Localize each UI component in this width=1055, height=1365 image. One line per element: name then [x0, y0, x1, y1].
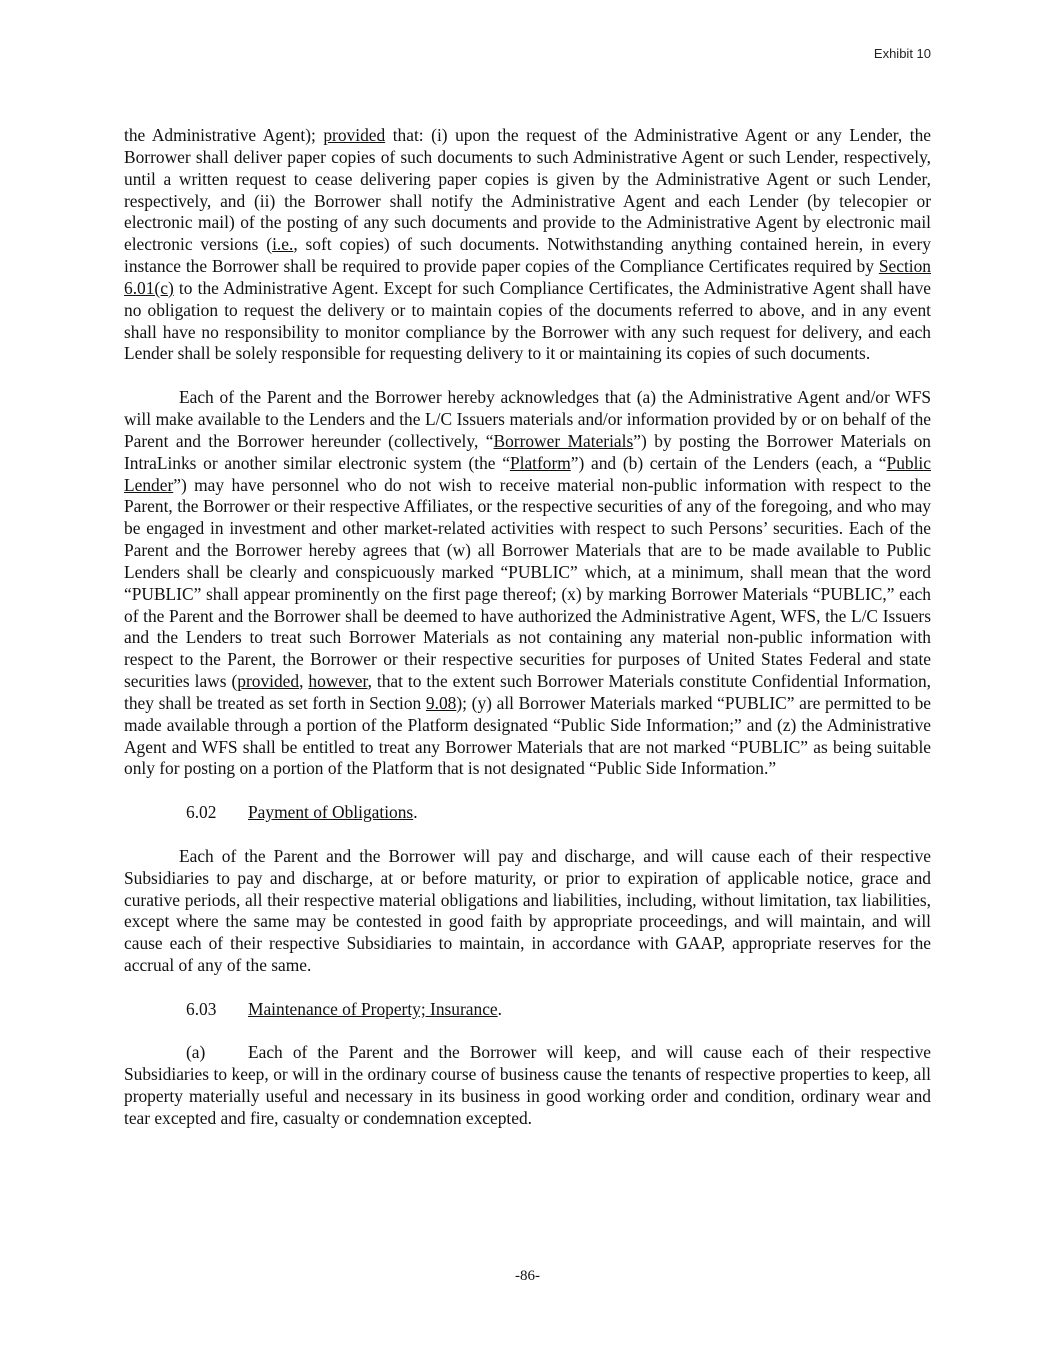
- section-heading-6-02: [124, 802, 931, 824]
- paragraph-maintenance-a: [124, 1042, 931, 1129]
- defined-term: Borrower Materials: [493, 430, 634, 451]
- section-title: Maintenance of Property; Insurance: [248, 998, 498, 1019]
- text-run: .: [497, 998, 503, 1019]
- text-run: that: (i) upon the request of the Administrative Agent or any Lender, the Borrower shall deliver paper copies of such documents to such Administrative Agent or such Lender, respectively, until a written request to cease delivering paper copies is given by the Administrative Agent or such Lender, respectively, and (ii) the Borrower shall notify the Administrative Agent and each Lender (by telecopier or electronic mail) of the posting of any such documents and provide to the Administrative Agent by electronic mail electronic versions (: [124, 125, 931, 255]
- text-run: the Administrative Agent);: [124, 125, 324, 145]
- underlined-term: i.e.: [272, 234, 294, 255]
- underlined-term: provided: [323, 125, 386, 145]
- exhibit-label: Exhibit 10: [873, 46, 931, 61]
- section-number: 6.02: [186, 802, 217, 823]
- subsection-label: (a): [186, 1042, 206, 1063]
- defined-term: Platform: [509, 452, 571, 473]
- text-run: .: [413, 802, 418, 823]
- text-run: ”) may have personnel who do not wish to receive material non-public information with respect to the Parent, the Borrower or their respective Affiliates, or the respective securities of any of the foregoing, and who may be engaged in investment and other market-related activities with respect to such Persons’ securities. Each of the Parent and the Borrower hereby agrees that (w) all Borrower Materials that are to be made available to Public Lenders shall be clearly and conspicuously marked “PUBLIC” which, at a minimum, shall mean that the word “PUBLIC” shall appear prominently on the first page thereof; (x) by marking Borrower Materials “PUBLIC,” each of the Parent and the Borrower shall be deemed to have authorized the Administrative Agent, WFS, the L/C Issuers and the Lenders to treat such Borrower Materials as not containing any material non-public information with respect to the Parent, the Borrower or their respective securities for purposes of United States Federal and state securities laws (: [124, 474, 931, 692]
- section-reference: 9.08: [425, 692, 457, 713]
- text-run: Each of the Parent and the Borrower hereby acknowledges that (a) the Administrative Agent and/or WFS will make available to the Lenders and the L/C Issuers materials and/or information provided by or on behalf of the Parent and the Borrower hereunder (collectively, “: [124, 387, 931, 451]
- defined-term: Public Lender: [124, 452, 931, 495]
- paragraph-borrower-materials: [124, 387, 931, 780]
- underlined-term: provided: [237, 671, 300, 692]
- document-body: [124, 125, 931, 1152]
- section-title: Payment of Obligations: [248, 802, 414, 823]
- underlined-term: however: [308, 671, 368, 692]
- section-reference: Section 6.01(c): [124, 256, 931, 298]
- text-run: , soft copies) of such documents. Notwithstanding anything contained herein, in every instance the Borrower shall be required to provide paper copies of the Compliance Certificates required by: [124, 234, 931, 277]
- text-run: ,: [299, 671, 309, 692]
- text-run: Each of the Parent and the Borrower will keep, and will cause each of their respective Subsidiaries to keep, or will in the ordinary course of business cause the tenants of respective properties to keep, all property materially useful and necessary in its business in good working order and condition, ordinary wear and tear excepted and fire, casualty or condemnation excepted.: [124, 1042, 931, 1128]
- text-run: ”) by posting the Borrower Materials on IntraLinks or another similar electronic system (the “: [124, 430, 931, 473]
- text-run: , that to the extent such Borrower Materials constitute Confidential Information, they shall be treated as set forth in Section: [124, 671, 931, 713]
- text-run: ); (y) all Borrower Materials marked “PUBLIC” are permitted to be made available through a portion of the Platform designated “Public Side Information;” and (z) the Administrative Agent and WFS shall be entitled to treat any Borrower Materials that are not marked “PUBLIC” as being suitable only for posting on a portion of the Platform that is not designated “Public Side Information.”: [124, 692, 931, 779]
- section-number: 6.03: [186, 998, 217, 1019]
- paragraph-payment-obligations: [124, 846, 931, 977]
- section-heading-6-03: [124, 999, 931, 1021]
- text-run: Each of the Parent and the Borrower will pay and discharge, and will cause each of their respective Subsidiaries to pay and discharge, at or before maturity, or prior to expiration of applicable notice, grace and curative periods, all their respective material obligations and liabilities, including, without limitation, tax liabilities, except where the same may be contested in good faith by appropriate proceedings, and will maintain, and will cause each of their respective Subsidiaries to maintain, in accordance with GAAP, appropriate reserves for the accrual of any of the same.: [124, 845, 931, 976]
- text-run: ”) and (b) certain of the Lenders (each, a “: [570, 452, 887, 473]
- text-run: to the Administrative Agent. Except for such Compliance Certificates, the Administrative Agent shall have no obligation to request the delivery or to maintain copies of the documents referred to above, and in any event shall have no responsibility to monitor compliance by the Borrower with any such request for delivery, and each Lender shall be solely responsible for requesting delivery to it or maintaining its copies of such documents.: [124, 277, 931, 364]
- page-number: -86-: [515, 1268, 540, 1284]
- paragraph-continuation: [124, 125, 931, 365]
